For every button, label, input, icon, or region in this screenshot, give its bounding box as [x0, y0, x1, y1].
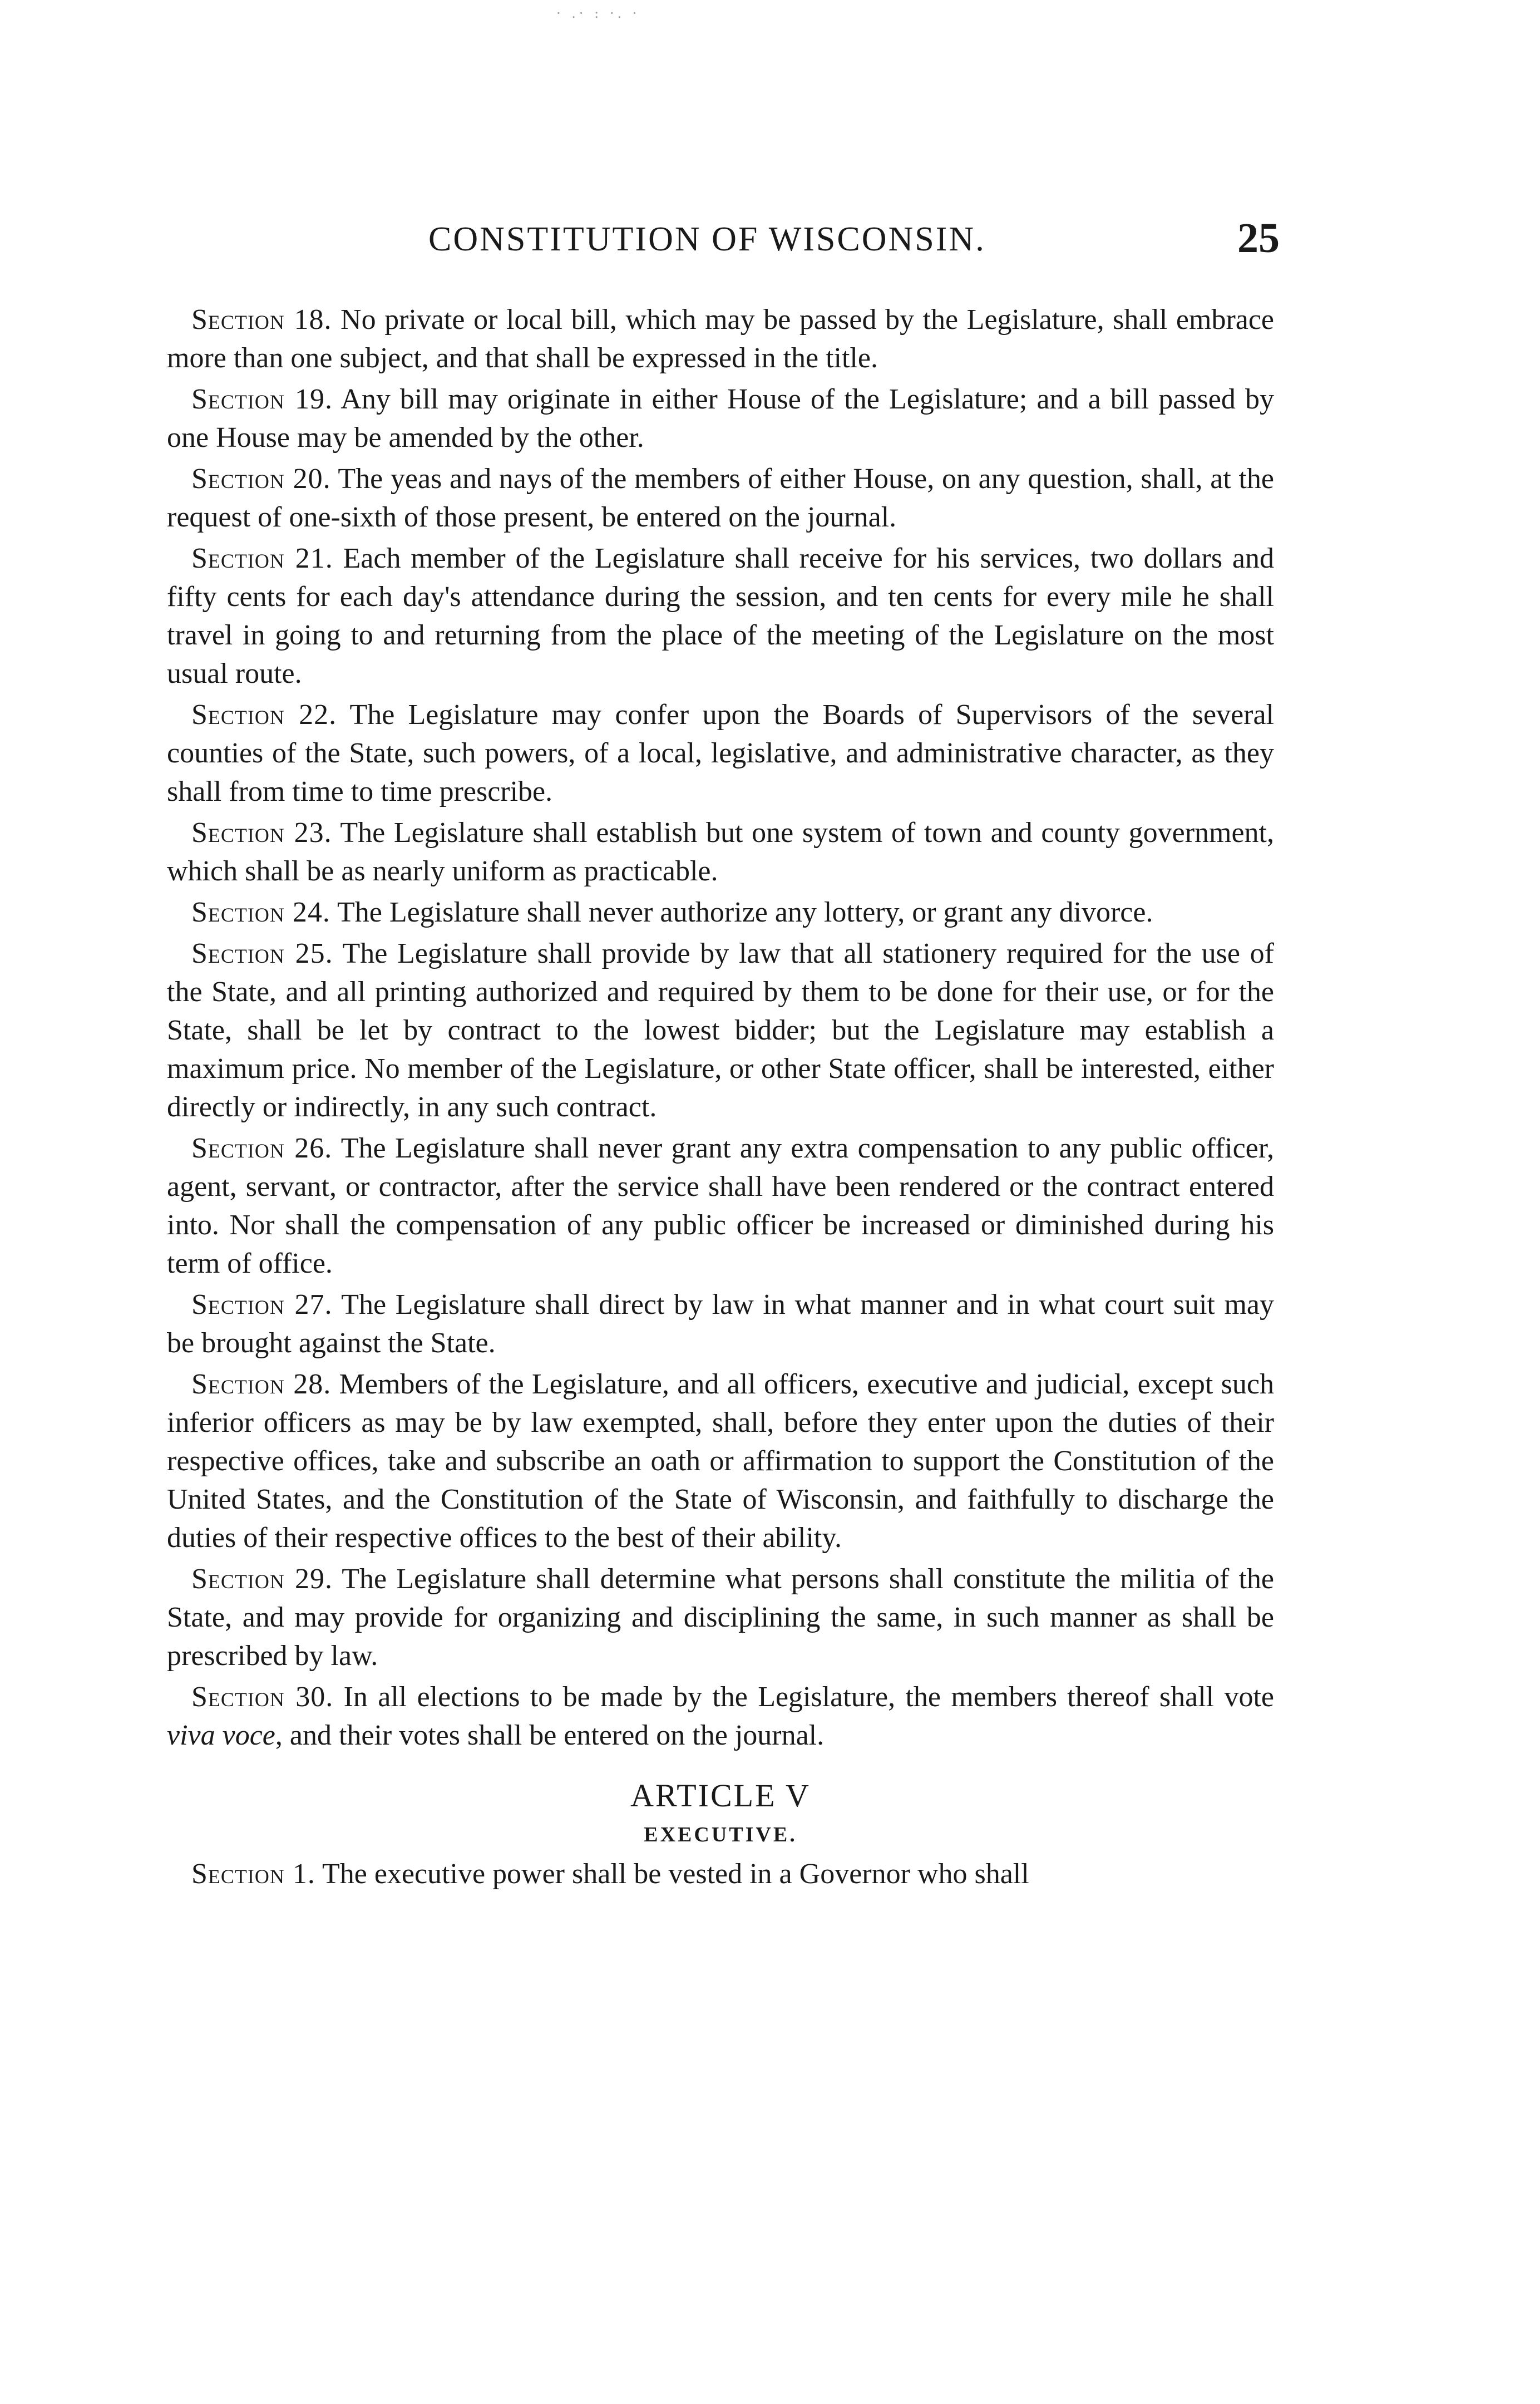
section-text: The Legislature shall never authorize any lottery, or grant any divorce. [337, 896, 1153, 928]
section-label: Section 30. [191, 1681, 334, 1713]
section-label: Section 21. [191, 543, 333, 574]
article-section-1 [167, 1855, 1274, 1893]
article-heading: ARTICLE V [630, 1777, 811, 1814]
section-label: Section 18. [191, 304, 332, 336]
section-label: Section 23. [191, 817, 332, 849]
section-23 [167, 814, 1274, 890]
section-27 [167, 1285, 1274, 1362]
page-body [167, 300, 1274, 1896]
section-text: The Legislature shall never grant any extra compensation to any public officer, agent, servant, or contractor, after the service shall have been rendered or the contract entered into. Nor shall the compensation of any public officer be increased or diminished during his term of office. [167, 1132, 1274, 1279]
section-text: Members of the Legislature, and all officers, executive and judicial, except such inferior officers as may be by law exempted, shall, before they enter upon the duties of their respective offices, take and subscribe an oath or affirmation to support the Constitution of the United States, and the Constitution of the State of Wisconsin, and faithfully to discharge the duties of their respective offices to the best of their ability. [167, 1368, 1274, 1554]
section-25 [167, 934, 1274, 1126]
section-text: Any bill may originate in either House of the Legislature; and a bill passed by one House may be amended by the other. [167, 383, 1274, 454]
section-label: Section 19. [191, 383, 333, 415]
section-text: In all elections to be made by the Legislature, the members thereof shall vote [343, 1681, 1274, 1713]
section-text: The executive power shall be vested in a Governor who shall [322, 1858, 1029, 1890]
section-label: Section 20. [191, 463, 331, 495]
section-30 [167, 1678, 1274, 1755]
section-label: Section 25. [191, 938, 333, 969]
section-21 [167, 539, 1274, 693]
section-label: Section 28. [191, 1368, 332, 1400]
section-text: Each member of the Legislature shall receive for his services, two dollars and fifty cents for each day's attendance during the session, and ten cents for every mile he shall travel in going to and returning from the place of the meeting of the Legislature on the most usual route. [167, 543, 1275, 689]
section-26 [167, 1129, 1274, 1283]
section-label: Section 1. [191, 1858, 315, 1890]
section-29 [167, 1560, 1274, 1675]
section-label: Section 29. [191, 1563, 333, 1595]
page-header [167, 214, 1280, 275]
section-label: Section 22. [191, 699, 337, 731]
section-24 [167, 893, 1274, 932]
section-text: The Legislature shall establish but one system of town and county government, which shall be as nearly uniform as practicable. [167, 817, 1274, 887]
print-specks: · .· : ·. · [556, 6, 640, 21]
section-text: The Legislature shall direct by law in what manner and in what court suit may be brought against the State. [167, 1289, 1275, 1359]
section-20 [167, 460, 1274, 536]
section-text: , and their votes shall be entered on the journal. [275, 1720, 825, 1751]
running-title: CONSTITUTION OF WISCONSIN. [428, 220, 986, 258]
section-28 [167, 1365, 1274, 1557]
section-text-italic: viva voce [167, 1720, 275, 1751]
section-text: The yeas and nays of the members of either House, on any question, shall, at the request of one-sixth of those present, be entered on the journal. [167, 463, 1274, 533]
section-text: No private or local bill, which may be passed by the Legislature, shall embrace more than one subject, and that shall be expressed in the title. [167, 304, 1274, 374]
section-text: The Legislature shall determine what persons shall constitute the militia of the State, and may provide for organizing and disciplining the same, in such manner as shall be prescribed by law. [167, 1563, 1274, 1672]
article-subheading: EXECUTIVE. [644, 1823, 797, 1846]
section-text: The Legislature may confer upon the Boards of Supervisors of the several counties of the State, such powers, of a local, legislative, and administrative character, as they shall from time to time prescribe. [167, 699, 1274, 807]
section-label: Section 26. [191, 1132, 333, 1164]
section-label: Section 27. [191, 1289, 333, 1321]
section-text: The Legislature shall provide by law that all stationery required for the use of the State, and all printing authorized and required by them to be done for their use, or for the State, shall be let by contract to the lowest bidder; but the Legislature may establish a maximum price. No member of the Legislature, or other State officer, shall be interested, either directly or indirectly, in any such contract. [167, 938, 1274, 1123]
section-22 [167, 696, 1274, 811]
section-label: Section 24. [191, 896, 330, 928]
page-number: 25 [1237, 215, 1280, 262]
section-18 [167, 300, 1274, 377]
section-19 [167, 380, 1274, 457]
